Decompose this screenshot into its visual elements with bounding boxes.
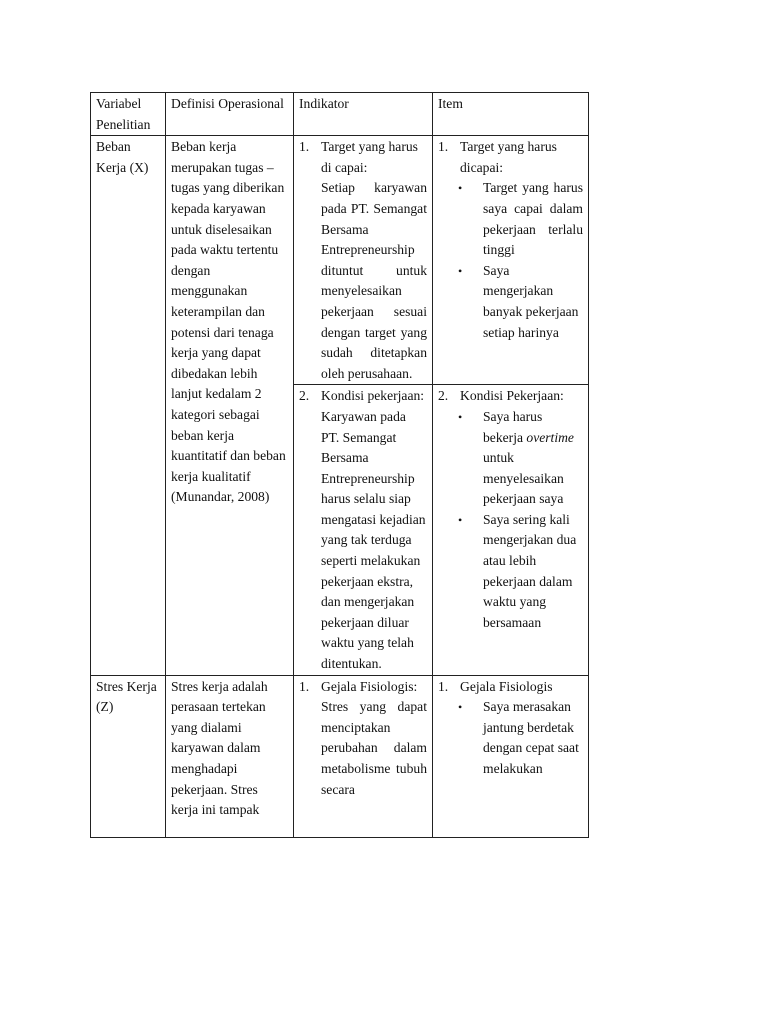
indicator-item (299, 386, 427, 674)
research-variable-table (90, 92, 589, 838)
item-heading: Target yang harus dicapai: (460, 139, 557, 175)
bullet-text-part: untuk menyelesaikan pekerjaan saya (483, 450, 564, 507)
bullet-icon: • (458, 409, 463, 424)
indicator-number: 1. (299, 678, 310, 694)
variable-cell: Beban Kerja (X) (91, 136, 166, 675)
list-item (458, 261, 583, 343)
list-item (458, 510, 583, 634)
header-item: Item (433, 93, 589, 136)
item-group (438, 137, 583, 178)
item-bullet-list (438, 407, 583, 634)
bullet-icon: • (458, 263, 463, 278)
item-number: 1. (438, 139, 449, 155)
indicator-cell (294, 136, 433, 385)
item-heading: Kondisi Pekerjaan: (460, 388, 564, 404)
bullet-text-italic: overtime (526, 429, 574, 445)
definition-text: Stres kerja adalah perasaan tertekan yang dialami karyawan dalam menghadapi pekerjaan. Stres kerja ini tampak (171, 678, 268, 818)
definition-cell (166, 136, 294, 675)
indicator-item (299, 137, 427, 384)
indicator-description: Setiap karyawan pada PT. Semangat Bersama Entrepreneurship dituntut untuk menyelesaikan pekerjaan sesuai dengan target yang sudah ditetapkan oleh perusahaan. (321, 180, 427, 381)
table-row (91, 136, 589, 385)
item-cell (433, 385, 589, 675)
item-cell (433, 675, 589, 837)
item-bullet-text (483, 407, 583, 510)
item-bullet-text: Saya sering kali mengerjakan dua atau lebih pekerjaan dalam waktu yang bersamaan (483, 511, 577, 630)
definition-text: Beban kerja merupakan tugas – tugas yang diberikan kepada karyawan untuk diselesaikan pada waktu tertentu dengan menggunakan keterampilan dan potensi dari tenaga kerja yang dapat dibedakan lebih lanjut kedalam 2 kategori sebagai beban kerja kuantitatif dan beban kerja kualitatif (Munandar, 2008) (171, 139, 286, 505)
indicator-item (299, 677, 427, 801)
item-heading: Gejala Fisiologis (460, 678, 553, 694)
list-item (458, 697, 583, 779)
header-indikator: Indikator (294, 93, 433, 136)
bullet-icon: • (458, 700, 463, 715)
indicator-cell (294, 675, 433, 837)
indicator-description: Stres yang dapat menciptakan perubahan dalam metabolisme tubuh secara (321, 699, 427, 797)
table-header-row (91, 93, 589, 136)
variable-cell: Stres Kerja (Z) (91, 675, 166, 837)
table-row (91, 675, 589, 837)
indicator-heading: Target yang harus di capai: (321, 139, 418, 175)
indicator-heading: Kondisi pekerjaan: (321, 388, 425, 404)
indicator-heading: Gejala Fisiologis: (321, 678, 418, 694)
header-variabel: Variabel Penelitian (91, 93, 166, 136)
item-group (438, 677, 583, 698)
list-item (458, 407, 583, 510)
indicator-description: Karyawan pada PT. Semangat Bersama Entrepreneurship harus selalu siap mengatasi kejadian yang tak terduga seperti melakukan pekerjaan ekstra, dan mengerjakan pekerjaan diluar waktu yang telah ditentukan. (321, 408, 426, 672)
item-bullet-text: Saya mengerjakan banyak pekerjaan setiap harinya (483, 262, 579, 340)
indicator-number: 1. (299, 139, 310, 155)
header-definisi: Definisi Operasional (166, 93, 294, 136)
bullet-icon: • (458, 181, 463, 196)
item-bullet-text: Saya merasakan jantung berdetak dengan cepat saat melakukan (483, 699, 579, 776)
bullet-text-part: Saya harus bekerja (483, 408, 543, 445)
list-item (458, 178, 583, 260)
item-group (438, 386, 583, 407)
item-bullet-list (438, 697, 583, 779)
indicator-number: 2. (299, 388, 310, 404)
item-cell (433, 136, 589, 385)
item-bullet-list (438, 178, 583, 343)
item-number: 1. (438, 678, 449, 694)
definition-cell (166, 675, 294, 837)
item-bullet-text: Target yang harus saya capai dalam pekerjaan terlalu tinggi (483, 180, 583, 258)
item-number: 2. (438, 388, 449, 404)
bullet-icon: • (458, 512, 463, 527)
indicator-cell (294, 385, 433, 675)
